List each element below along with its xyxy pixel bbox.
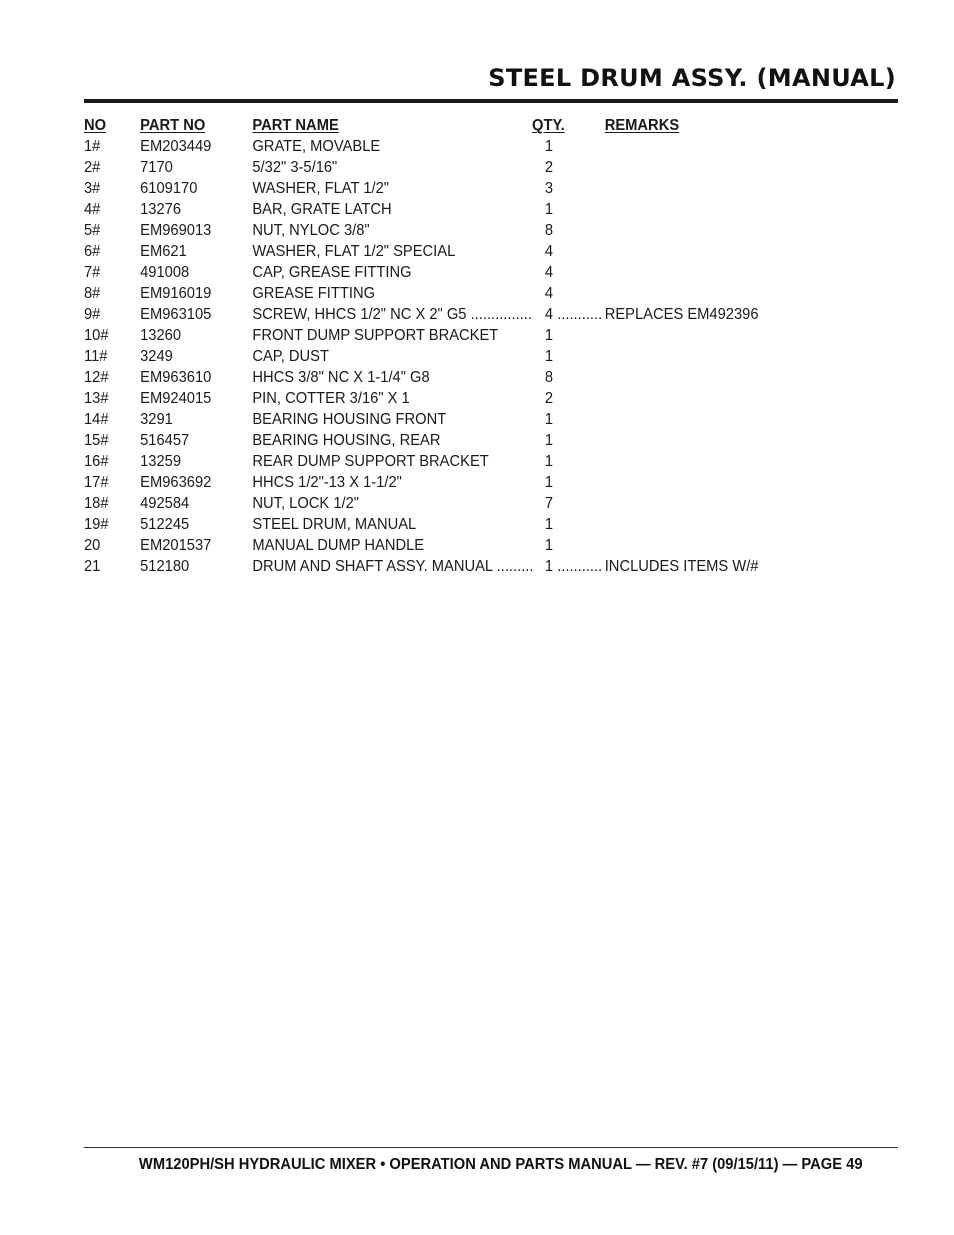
cell-no: 4# (84, 201, 101, 218)
column-header-no: NO (84, 117, 107, 134)
cell-qty: 1 (544, 453, 554, 470)
cell-part-name: BEARING HOUSING, REAR (252, 432, 441, 449)
cell-part-no: EM201537 (140, 537, 212, 554)
cell-qty: 4 ........... (544, 306, 603, 323)
table-row (84, 514, 833, 535)
cell-qty: 2 (544, 159, 554, 176)
table-row (84, 430, 833, 451)
cell-no: 12# (84, 369, 109, 386)
cell-no: 15# (84, 432, 109, 449)
cell-qty: 7 (544, 495, 554, 512)
cell-no: 7# (84, 264, 101, 281)
cell-part-name: WASHER, FLAT 1/2" SPECIAL (252, 243, 456, 260)
table-row (84, 367, 833, 388)
cell-part-name: MANUAL DUMP HANDLE (252, 537, 425, 554)
cell-part-name: GREASE FITTING (252, 285, 376, 302)
cell-part-name: BEARING HOUSING FRONT (252, 411, 447, 428)
cell-part-name: 5/32" 3-5/16" (252, 159, 338, 176)
cell-no: 21 (84, 558, 101, 575)
cell-no: 6# (84, 243, 101, 260)
cell-qty: 2 (544, 390, 554, 407)
cell-part-no: EM916019 (140, 285, 212, 302)
cell-part-name: FRONT DUMP SUPPORT BRACKET (252, 327, 499, 344)
table-row (84, 304, 833, 325)
cell-part-no: 492584 (140, 495, 190, 512)
cell-part-name: PIN, COTTER 3/16" X 1 (252, 390, 410, 407)
cell-qty: 1 (544, 474, 554, 491)
cell-part-name: CAP, GREASE FITTING (252, 264, 412, 281)
table-header-row (84, 115, 833, 136)
page-footer: WM120PH/SH HYDRAULIC MIXER • OPERATION AND PARTS MANUAL — REV. #7 (09/15/11) — PAGE 49 (138, 1156, 862, 1173)
cell-no: 20 (84, 537, 101, 554)
cell-part-no: 13276 (140, 201, 182, 218)
cell-part-name: CAP, DUST (252, 348, 329, 365)
cell-no: 19# (84, 516, 109, 533)
cell-no: 16# (84, 453, 109, 470)
table-row (84, 178, 833, 199)
cell-no: 18# (84, 495, 109, 512)
title-divider (84, 99, 898, 103)
column-header-part-name: PART NAME (252, 117, 339, 134)
table-row (84, 535, 833, 556)
cell-qty: 1 (544, 516, 554, 533)
cell-qty: 1 (544, 327, 554, 344)
table-row (84, 241, 833, 262)
column-header-remarks: REMARKS (604, 117, 680, 134)
table-row (84, 283, 833, 304)
cell-part-no: 13259 (140, 453, 182, 470)
cell-remarks: INCLUDES ITEMS W/# (604, 558, 759, 575)
cell-remarks: REPLACES EM492396 (604, 306, 759, 323)
cell-part-no: 516457 (140, 432, 190, 449)
cell-part-no: 512245 (140, 516, 190, 533)
page-title: STEEL DRUM ASSY. (MANUAL) (488, 64, 896, 92)
cell-part-no: EM621 (140, 243, 187, 260)
table-row (84, 325, 833, 346)
cell-part-no: EM969013 (140, 222, 212, 239)
table-row (84, 472, 833, 493)
cell-part-no: EM963692 (140, 474, 212, 491)
cell-part-name: HHCS 3/8" NC X 1-1/4" G8 (252, 369, 430, 386)
cell-qty: 4 (544, 285, 554, 302)
parts-table (84, 115, 898, 577)
cell-qty: 1 (544, 432, 554, 449)
table-row (84, 388, 833, 409)
cell-part-name: DRUM AND SHAFT ASSY. MANUAL ......... (252, 558, 534, 575)
cell-no: 2# (84, 159, 101, 176)
cell-part-no: 13260 (140, 327, 182, 344)
cell-part-name: SCREW, HHCS 1/2" NC X 2" G5 ............... (252, 306, 532, 323)
cell-qty: 1 (544, 348, 554, 365)
cell-no: 8# (84, 285, 101, 302)
cell-part-no: EM203449 (140, 138, 212, 155)
cell-no: 17# (84, 474, 109, 491)
table-body (84, 136, 898, 577)
cell-part-name: NUT, NYLOC 3/8" (252, 222, 370, 239)
cell-qty: 8 (544, 369, 554, 386)
cell-no: 3# (84, 180, 101, 197)
cell-part-name: NUT, LOCK 1/2" (252, 495, 360, 512)
table-row (84, 262, 833, 283)
cell-qty: 4 (544, 264, 554, 281)
cell-no: 14# (84, 411, 109, 428)
cell-qty: 1 (544, 138, 554, 155)
cell-part-no: 6109170 (140, 180, 198, 197)
cell-part-name: STEEL DRUM, MANUAL (252, 516, 417, 533)
cell-no: 9# (84, 306, 101, 323)
cell-part-no: 512180 (140, 558, 190, 575)
cell-part-name: WASHER, FLAT 1/2" (252, 180, 390, 197)
cell-no: 10# (84, 327, 109, 344)
cell-qty: 4 (544, 243, 554, 260)
table-row (84, 136, 833, 157)
cell-part-no: 491008 (140, 264, 190, 281)
cell-qty: 1 (544, 537, 554, 554)
column-header-qty: QTY. (532, 117, 565, 134)
cell-part-name: BAR, GRATE LATCH (252, 201, 392, 218)
table-row (84, 493, 833, 514)
cell-no: 11# (84, 348, 108, 365)
cell-no: 13# (84, 390, 109, 407)
cell-part-no: EM963105 (140, 306, 212, 323)
footer-divider (84, 1147, 898, 1148)
cell-part-no: 7170 (140, 159, 173, 176)
column-header-part-no: PART NO (140, 117, 206, 134)
table-row (84, 220, 833, 241)
table-row (84, 157, 833, 178)
cell-qty: 3 (544, 180, 554, 197)
table-row (84, 199, 833, 220)
cell-part-no: EM924015 (140, 390, 212, 407)
cell-no: 5# (84, 222, 101, 239)
cell-qty: 1 (544, 411, 554, 428)
table-row (84, 409, 833, 430)
cell-qty: 8 (544, 222, 554, 239)
cell-part-no: 3249 (140, 348, 173, 365)
table-row (84, 451, 833, 472)
cell-part-name: REAR DUMP SUPPORT BRACKET (252, 453, 489, 470)
table-row (84, 556, 833, 577)
table-row (84, 346, 833, 367)
cell-part-no: 3291 (140, 411, 173, 428)
cell-no: 1# (84, 138, 101, 155)
cell-part-name: GRATE, MOVABLE (252, 138, 381, 155)
cell-part-name: HHCS 1/2"-13 X 1-1/2" (252, 474, 402, 491)
cell-qty: 1 ........... (544, 558, 603, 575)
cell-part-no: EM963610 (140, 369, 212, 386)
cell-qty: 1 (544, 201, 554, 218)
